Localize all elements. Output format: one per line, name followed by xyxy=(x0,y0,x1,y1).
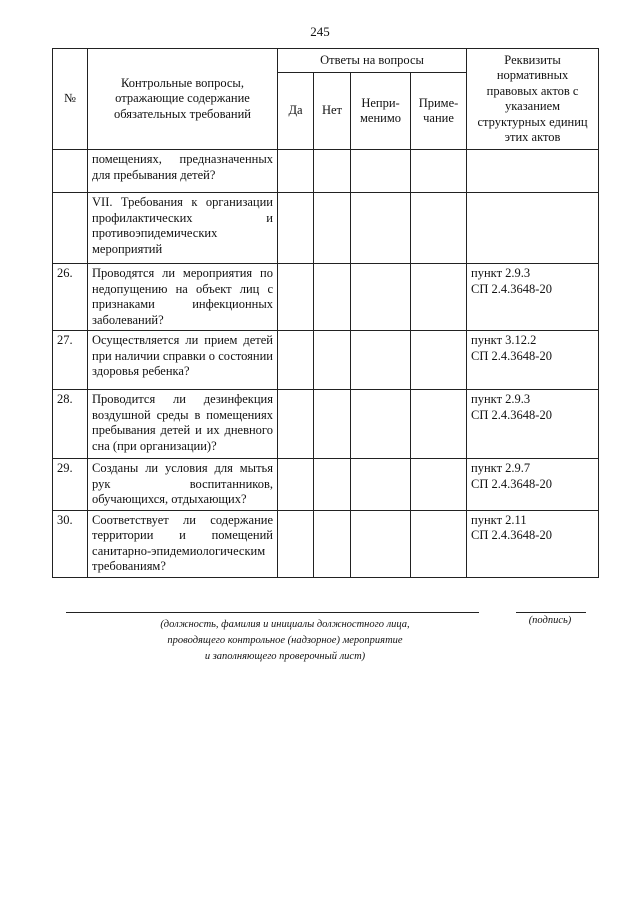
signature-caption: (подпись) xyxy=(528,615,572,626)
answer-no-cell[interactable] xyxy=(314,390,351,459)
row-number-cell xyxy=(53,193,88,264)
answer-note-cell[interactable] xyxy=(411,510,467,577)
answer-note-cell[interactable] xyxy=(411,459,467,511)
requisite-act: СП 2.4.3648-20 xyxy=(471,476,552,491)
header-yes: Да xyxy=(278,73,314,150)
requisites-cell xyxy=(467,150,599,193)
answer-no-cell[interactable] xyxy=(314,331,351,390)
table-row xyxy=(53,264,599,331)
requisite-item: пункт 2.9.3 xyxy=(471,392,531,406)
requisites-cell xyxy=(467,390,599,459)
answer-yes-cell[interactable] xyxy=(278,150,314,193)
checklist-table xyxy=(52,48,599,578)
answer-not-applicable-cell[interactable] xyxy=(351,459,411,511)
requisite-act: СП 2.4.3648-20 xyxy=(471,281,552,296)
answer-yes-cell[interactable] xyxy=(278,459,314,511)
requisites-cell xyxy=(467,331,599,390)
answer-no-cell[interactable] xyxy=(314,459,351,511)
page-number: 245 xyxy=(310,24,330,39)
question-cell: Соответствует ли содержание территории и помещений санитарно-эпидемиологическим требованиям? xyxy=(88,510,278,577)
answer-not-applicable-cell[interactable] xyxy=(351,510,411,577)
table-row xyxy=(53,459,599,511)
requisite-item: пункт 2.9.3 xyxy=(471,266,531,280)
row-number: 27. xyxy=(53,331,88,390)
official-caption-line: проводящего контрольное (надзорное) мероприятие xyxy=(167,635,403,646)
table-row xyxy=(53,390,599,459)
answer-note-cell[interactable] xyxy=(411,331,467,390)
header-answers: Ответы на вопросы xyxy=(278,49,467,73)
table-row xyxy=(53,331,599,390)
official-caption xyxy=(120,617,450,665)
table-row xyxy=(53,150,599,193)
requisite-item: пункт 3.12.2 xyxy=(471,333,537,347)
section-title: VII. Требования к организации профилактических и противоэпидемических мероприятий xyxy=(88,193,278,264)
signature-line[interactable] xyxy=(516,612,586,613)
answer-note-cell[interactable] xyxy=(411,150,467,193)
answer-not-applicable-cell[interactable] xyxy=(351,331,411,390)
requisite-act: СП 2.4.3648-20 xyxy=(471,407,552,422)
row-number: 29. xyxy=(53,459,88,511)
answer-yes-cell[interactable] xyxy=(278,264,314,331)
official-caption-line: (должность, фамилия и инициалы должностного лица, xyxy=(160,619,410,630)
header-questions: Контрольные вопросы, отражающие содержание обязательных требований xyxy=(88,49,278,150)
section-row xyxy=(53,193,599,264)
answer-yes-cell[interactable] xyxy=(278,390,314,459)
answer-no-cell xyxy=(314,193,351,264)
answer-note-cell[interactable] xyxy=(411,390,467,459)
answer-not-applicable-cell[interactable] xyxy=(351,150,411,193)
answer-not-applicable-cell[interactable] xyxy=(351,264,411,331)
question-cell: помещениях, предназначенных для пребывания детей? xyxy=(88,150,278,193)
requisites-cell xyxy=(467,193,599,264)
row-number: 30. xyxy=(53,510,88,577)
official-signature-line[interactable] xyxy=(66,612,479,613)
answer-not-applicable-cell xyxy=(351,193,411,264)
requisite-act: СП 2.4.3648-20 xyxy=(471,348,552,363)
answer-note-cell xyxy=(411,193,467,264)
requisite-act: СП 2.4.3648-20 xyxy=(471,528,552,542)
requisites-cell xyxy=(467,510,599,577)
question-cell: Проводятся ли мероприятия по недопущению на объект лиц с признаками инфекционных заболеваний? xyxy=(88,264,278,331)
official-caption-line: и заполняющего проверочный лист) xyxy=(204,651,366,662)
answer-no-cell[interactable] xyxy=(314,264,351,331)
requisites-cell xyxy=(467,264,599,331)
answer-note-cell[interactable] xyxy=(411,264,467,331)
row-number-cell xyxy=(53,150,88,193)
question-cell: Проводится ли дезинфекция воздушной среды в помещениях пребывания детей и их дневного сна (при организации)? xyxy=(88,390,278,459)
header-no: Нет xyxy=(314,73,351,150)
table-row xyxy=(53,510,599,577)
question-cell: Осуществляется ли прием детей при наличии справки о состоянии здоровья ребенка? xyxy=(88,331,278,390)
answer-yes-cell[interactable] xyxy=(278,510,314,577)
requisite-item: пункт 2.9.7 xyxy=(471,461,531,475)
answer-no-cell[interactable] xyxy=(314,510,351,577)
answer-yes-cell[interactable] xyxy=(278,331,314,390)
header-note: Приме-чание xyxy=(411,73,467,150)
row-number: 26. xyxy=(53,264,88,331)
header-number: № xyxy=(53,49,88,150)
answer-no-cell[interactable] xyxy=(314,150,351,193)
header-not-applicable: Непри-менимо xyxy=(351,73,411,150)
row-number: 28. xyxy=(53,390,88,459)
requisite-item: пункт 2.11 xyxy=(471,512,527,527)
question-cell: Созданы ли условия для мытья рук воспитанников, обучающихся, отдыхающих? xyxy=(88,459,278,511)
answer-not-applicable-cell[interactable] xyxy=(351,390,411,459)
answer-yes-cell xyxy=(278,193,314,264)
requisites-cell xyxy=(467,459,599,511)
header-requisites: Реквизиты нормативных правовых актов с указанием структурных единиц этих актов xyxy=(467,49,599,150)
